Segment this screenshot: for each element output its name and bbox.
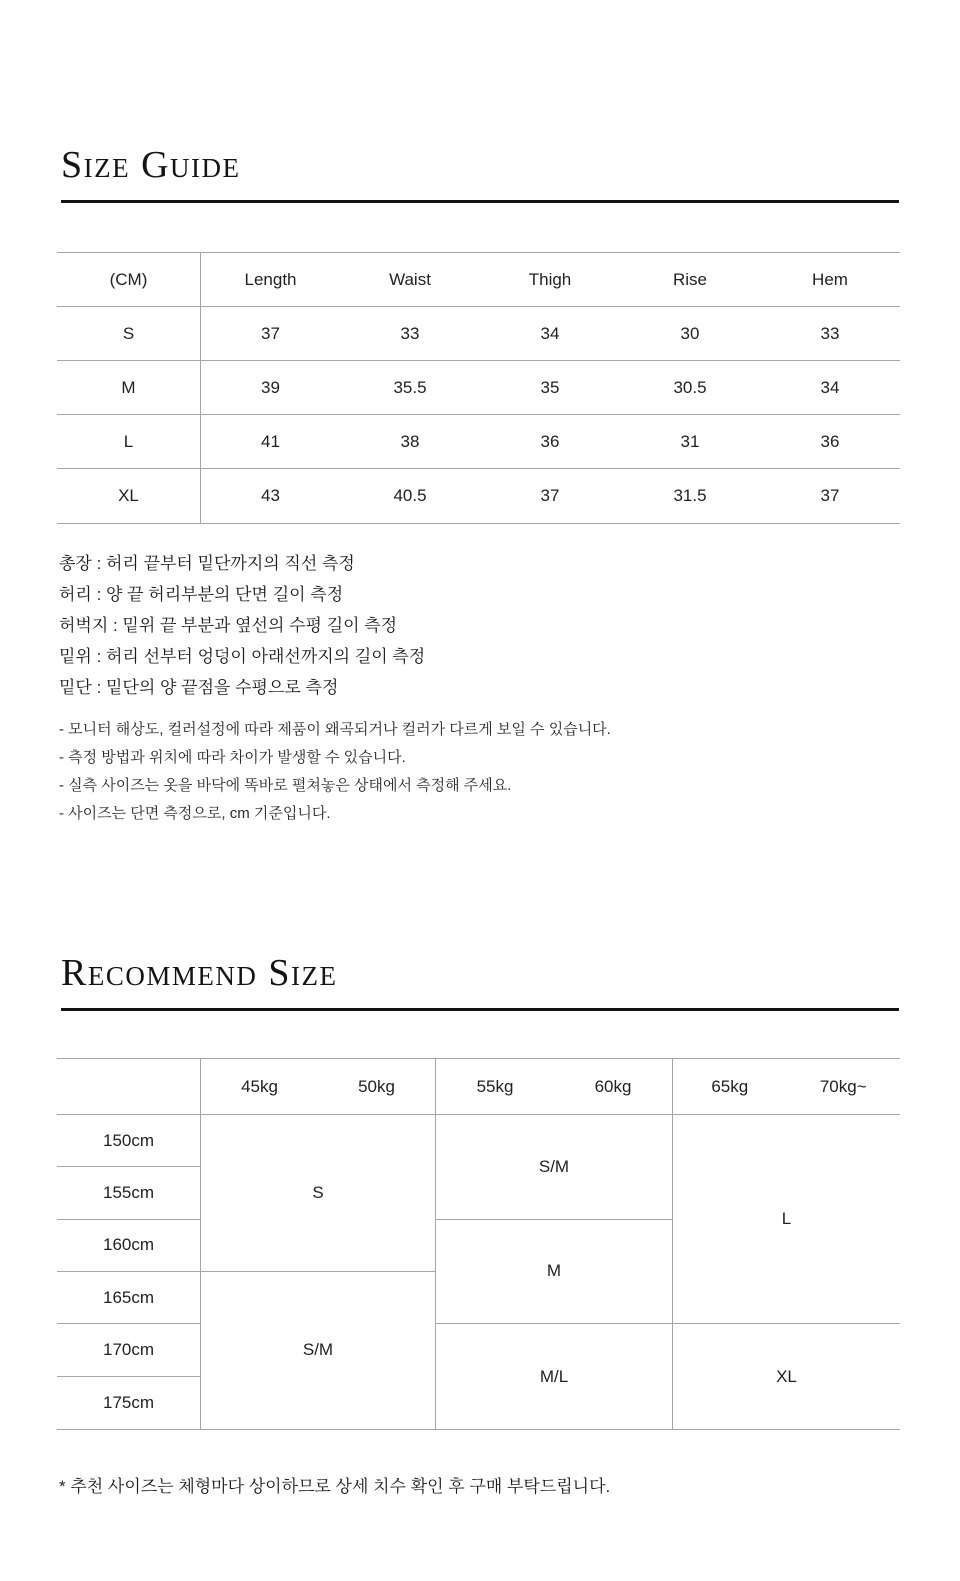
- height-label: 155cm: [57, 1167, 200, 1219]
- notice-line: - 측정 방법과 위치에 따라 차이가 발생할 수 있습니다.: [59, 749, 406, 766]
- recommend-cell-m: M: [435, 1220, 672, 1325]
- notice-line: - 모니터 해상도, 컬러설정에 따라 제품이 왜곡되거나 컬러가 다르게 보일 수 있습니다.: [59, 721, 611, 738]
- measurement-value: 34: [760, 361, 900, 415]
- weight-header: 50kg: [358, 1076, 395, 1096]
- measurement-value: 36: [480, 415, 620, 469]
- height-label: 175cm: [102, 1392, 155, 1412]
- height-label: 165cm: [57, 1272, 200, 1324]
- definition-line: 밑위 : 허리 선부터 엉덩이 아래선까지의 길이 측정: [59, 647, 426, 666]
- recommend-cell-sm: S/M: [200, 1272, 435, 1429]
- weight-header: 45kg: [241, 1076, 278, 1096]
- measurement-definitions: [59, 548, 960, 703]
- height-label: 160cm: [57, 1220, 200, 1272]
- recommend-size-section: [0, 828, 960, 1497]
- weight-group-3: [672, 1059, 900, 1115]
- measurement-value: 33: [760, 307, 900, 361]
- column-header-thigh: Thigh: [480, 253, 620, 307]
- measurement-value: 30.5: [620, 361, 760, 415]
- column-header-length: Length: [200, 253, 340, 307]
- weight-header: 55kg: [476, 1076, 514, 1096]
- column-header-waist: Waist: [340, 253, 480, 307]
- notice-list: [59, 716, 960, 828]
- recommend-cell-l: L: [672, 1115, 900, 1324]
- height-label: 170cm: [57, 1324, 200, 1376]
- recommend-cell-ml: M/L: [435, 1324, 672, 1429]
- recommend-size-divider: [61, 1008, 899, 1011]
- measurement-value: 40.5: [393, 486, 427, 505]
- definition-line: 총장 : 허리 끝부터 밑단까지의 직선 측정: [59, 554, 355, 573]
- measurement-value: 39: [200, 361, 340, 415]
- weight-group-2: [435, 1059, 672, 1115]
- measurement-value: 37: [540, 486, 560, 505]
- measurement-value: 37: [200, 307, 340, 361]
- column-header-rise: Rise: [620, 253, 760, 307]
- definition-line: 밑단 : 밑단의 양 끝점을 수평으로 측정: [59, 678, 339, 697]
- unit-header-cell: (CM): [57, 253, 200, 307]
- recommend-footnote: * 추천 사이즈는 체형마다 상이하므로 상세 치수 확인 후 구매 부탁드립니다.: [59, 1476, 611, 1496]
- measurement-value: 41: [200, 415, 340, 469]
- size-label: S: [57, 307, 200, 361]
- size-label: XL: [118, 486, 139, 505]
- recommend-cell-sm: S/M: [435, 1115, 672, 1220]
- measurement-value: 35: [480, 361, 620, 415]
- recommend-cell-xl: XL: [672, 1324, 900, 1429]
- notice-line: - 사이즈는 단면 측정으로, cm 기준입니다.: [59, 805, 331, 822]
- column-header-hem: Hem: [760, 253, 900, 307]
- recommend-header-blank: [57, 1059, 200, 1115]
- notice-line: - 실측 사이즈는 옷을 바닥에 똑바로 펼쳐놓은 상태에서 측정해 주세요.: [59, 777, 512, 794]
- measurement-value: 38: [340, 415, 480, 469]
- measurement-value: 37: [820, 486, 840, 505]
- measurement-value: 33: [340, 307, 480, 361]
- measurement-value: 36: [760, 415, 900, 469]
- measurement-value: 35.5: [340, 361, 480, 415]
- recommend-table: [57, 1058, 900, 1430]
- weight-group-1: [200, 1059, 435, 1115]
- size-label: L: [57, 415, 200, 469]
- measurement-value: 30: [620, 307, 760, 361]
- definition-line: 허리 : 양 끝 허리부분의 단면 길이 측정: [59, 585, 344, 604]
- recommend-size-title: Recommend Size: [61, 952, 338, 994]
- height-label: 150cm: [57, 1115, 200, 1167]
- measurement-table: [57, 252, 900, 524]
- weight-header: 65kg: [711, 1076, 749, 1096]
- weight-header: 60kg: [594, 1076, 632, 1096]
- definition-line: 허벅지 : 밑위 끝 부분과 옆선의 수평 길이 측정: [59, 616, 398, 635]
- size-guide-divider: [61, 200, 899, 203]
- measurement-value: 43: [200, 469, 340, 523]
- size-guide-title: Size Guide: [61, 144, 241, 186]
- measurement-value: 31.5: [673, 486, 707, 505]
- measurement-value: 34: [480, 307, 620, 361]
- measurement-value: 31: [620, 415, 760, 469]
- recommend-cell-s: S: [200, 1115, 435, 1272]
- size-label: M: [57, 361, 200, 415]
- weight-header: 70kg~: [819, 1076, 867, 1096]
